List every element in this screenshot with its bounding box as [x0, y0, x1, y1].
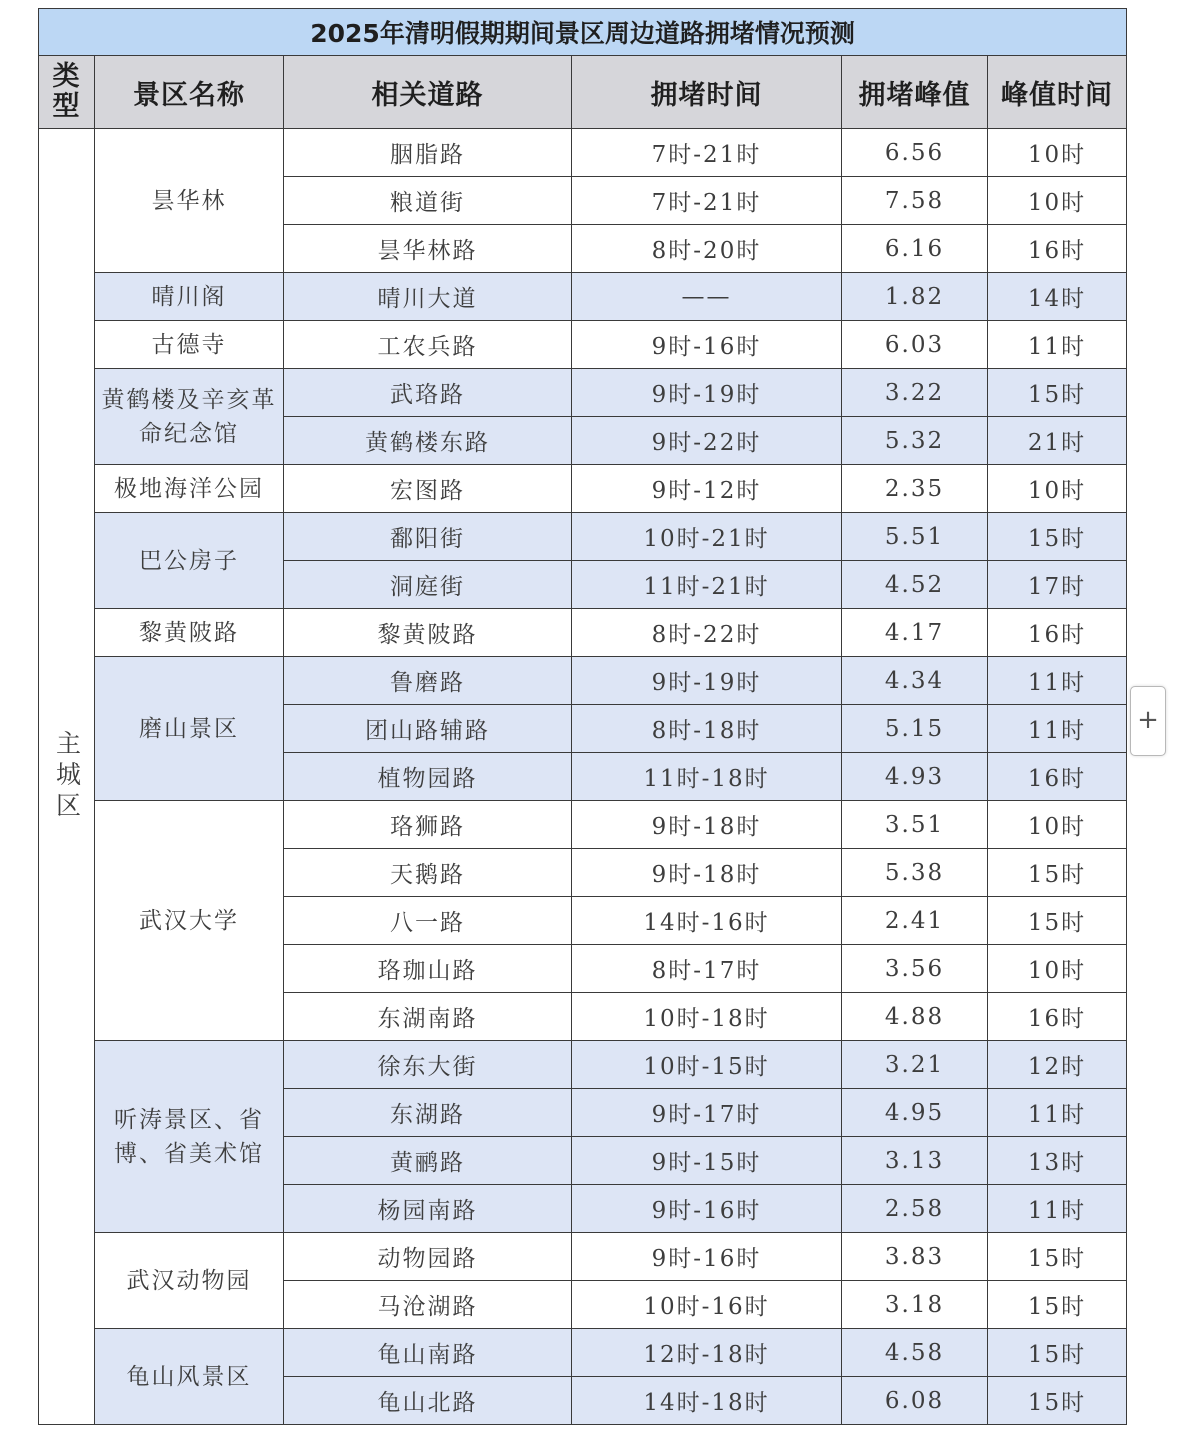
- peak-value-cell: 4.93: [842, 753, 988, 801]
- road-cell: 龟山北路: [284, 1377, 572, 1425]
- scenic-spot-cell: 古德寺: [95, 321, 284, 369]
- peak-value-cell: 6.03: [842, 321, 988, 369]
- peak-value-cell: 3.56: [842, 945, 988, 993]
- peak-value-cell: 4.58: [842, 1329, 988, 1377]
- peak-value-cell: 3.51: [842, 801, 988, 849]
- congestion-time-cell: 9时-19时: [572, 369, 842, 417]
- scenic-spot-cell: 龟山风景区: [95, 1329, 284, 1425]
- peak-value-cell: 4.88: [842, 993, 988, 1041]
- peak-time-cell: 15时: [988, 1377, 1127, 1425]
- congestion-time-cell: 9时-12时: [572, 465, 842, 513]
- peak-value-cell: 5.51: [842, 513, 988, 561]
- scenic-spot-cell: 巴公房子: [95, 513, 284, 609]
- congestion-time-cell: 7时-21时: [572, 177, 842, 225]
- peak-time-cell: 14时: [988, 273, 1127, 321]
- peak-time-cell: 15时: [988, 897, 1127, 945]
- peak-value-cell: 4.95: [842, 1089, 988, 1137]
- road-cell: 黄鹤楼东路: [284, 417, 572, 465]
- road-cell: 珞珈山路: [284, 945, 572, 993]
- peak-time-cell: 13时: [988, 1137, 1127, 1185]
- scenic-spot-cell: 武汉动物园: [95, 1233, 284, 1329]
- congestion-time-cell: 12时-18时: [572, 1329, 842, 1377]
- congestion-time-cell: 9时-16时: [572, 321, 842, 369]
- peak-time-cell: 11时: [988, 1185, 1127, 1233]
- table-row: [39, 1329, 1127, 1377]
- road-cell: 鲁磨路: [284, 657, 572, 705]
- peak-value-cell: 3.22: [842, 369, 988, 417]
- peak-time-cell: 10时: [988, 465, 1127, 513]
- peak-time-cell: 10时: [988, 945, 1127, 993]
- road-cell: 马沧湖路: [284, 1281, 572, 1329]
- peak-time-cell: 16时: [988, 225, 1127, 273]
- road-cell: 动物园路: [284, 1233, 572, 1281]
- congestion-time-cell: 14时-16时: [572, 897, 842, 945]
- peak-time-cell: 12时: [988, 1041, 1127, 1089]
- peak-time-cell: 16时: [988, 609, 1127, 657]
- scenic-spot-cell: 黎黄陂路: [95, 609, 284, 657]
- congestion-time-cell: 10时-15时: [572, 1041, 842, 1089]
- congestion-time-cell: 10时-18时: [572, 993, 842, 1041]
- table-row: [39, 1041, 1127, 1089]
- congestion-time-cell: 9时-15时: [572, 1137, 842, 1185]
- peak-time-cell: 11时: [988, 1089, 1127, 1137]
- peak-time-cell: 11时: [988, 321, 1127, 369]
- road-cell: 粮道街: [284, 177, 572, 225]
- table-title: 2025年清明假期期间景区周边道路拥堵情况预测: [39, 9, 1127, 56]
- peak-value-cell: 4.17: [842, 609, 988, 657]
- road-cell: 黎黄陂路: [284, 609, 572, 657]
- peak-time-cell: 16时: [988, 993, 1127, 1041]
- road-cell: 东湖南路: [284, 993, 572, 1041]
- peak-time-cell: 15时: [988, 1329, 1127, 1377]
- peak-value-cell: 3.13: [842, 1137, 988, 1185]
- road-cell: 徐东大街: [284, 1041, 572, 1089]
- road-cell: 黄鹂路: [284, 1137, 572, 1185]
- peak-value-cell: 6.56: [842, 129, 988, 177]
- peak-value-cell: 2.58: [842, 1185, 988, 1233]
- congestion-time-cell: 8时-20时: [572, 225, 842, 273]
- road-cell: 工农兵路: [284, 321, 572, 369]
- road-cell: 八一路: [284, 897, 572, 945]
- region-cell: 主城区: [39, 129, 95, 1425]
- header-road: 相关道路: [284, 56, 572, 129]
- table-body: [39, 129, 1127, 1425]
- road-cell: 杨园南路: [284, 1185, 572, 1233]
- road-cell: 晴川大道: [284, 273, 572, 321]
- peak-value-cell: 6.08: [842, 1377, 988, 1425]
- peak-time-cell: 15时: [988, 369, 1127, 417]
- peak-value-cell: 5.38: [842, 849, 988, 897]
- road-cell: 洞庭街: [284, 561, 572, 609]
- peak-value-cell: 6.16: [842, 225, 988, 273]
- scenic-spot-cell: 黄鹤楼及辛亥革命纪念馆: [95, 369, 284, 465]
- table-row: [39, 609, 1127, 657]
- peak-value-cell: 3.18: [842, 1281, 988, 1329]
- table-row: [39, 465, 1127, 513]
- table-row: [39, 273, 1127, 321]
- peak-value-cell: 4.52: [842, 561, 988, 609]
- table-row: [39, 129, 1127, 177]
- peak-time-cell: 15时: [988, 849, 1127, 897]
- peak-time-cell: 11时: [988, 657, 1127, 705]
- table-row: [39, 1233, 1127, 1281]
- road-cell: 植物园路: [284, 753, 572, 801]
- scenic-spot-cell: 晴川阁: [95, 273, 284, 321]
- scenic-spot-cell: 听涛景区、省博、省美术馆: [95, 1041, 284, 1233]
- congestion-time-cell: 8时-17时: [572, 945, 842, 993]
- peak-time-cell: 17时: [988, 561, 1127, 609]
- peak-value-cell: 5.15: [842, 705, 988, 753]
- congestion-time-cell: 14时-18时: [572, 1377, 842, 1425]
- header-peak-value: 拥堵峰值: [842, 56, 988, 129]
- road-cell: 宏图路: [284, 465, 572, 513]
- road-cell: 武珞路: [284, 369, 572, 417]
- road-cell: 珞狮路: [284, 801, 572, 849]
- congestion-time-cell: 9时-16时: [572, 1233, 842, 1281]
- peak-time-cell: 11时: [988, 705, 1127, 753]
- congestion-time-cell: 8时-22时: [572, 609, 842, 657]
- expand-button[interactable]: +: [1130, 686, 1166, 756]
- peak-value-cell: 4.34: [842, 657, 988, 705]
- congestion-time-cell: 10时-16时: [572, 1281, 842, 1329]
- scenic-spot-cell: 武汉大学: [95, 801, 284, 1041]
- congestion-time-cell: 11时-21时: [572, 561, 842, 609]
- road-cell: 团山路辅路: [284, 705, 572, 753]
- scenic-spot-cell: 极地海洋公园: [95, 465, 284, 513]
- peak-time-cell: 10时: [988, 801, 1127, 849]
- congestion-table-container: [38, 8, 1126, 1425]
- congestion-time-cell: 9时-19时: [572, 657, 842, 705]
- table-row: [39, 321, 1127, 369]
- road-cell: 鄱阳街: [284, 513, 572, 561]
- table-row: [39, 657, 1127, 705]
- peak-time-cell: 15时: [988, 513, 1127, 561]
- peak-time-cell: 16时: [988, 753, 1127, 801]
- congestion-time-cell: 9时-18时: [572, 849, 842, 897]
- congestion-time-cell: 9时-18时: [572, 801, 842, 849]
- peak-value-cell: 5.32: [842, 417, 988, 465]
- peak-value-cell: 2.41: [842, 897, 988, 945]
- peak-value-cell: 2.35: [842, 465, 988, 513]
- table-row: [39, 513, 1127, 561]
- scenic-spot-cell: 昙华林: [95, 129, 284, 273]
- table-row: [39, 801, 1127, 849]
- congestion-time-cell: 11时-18时: [572, 753, 842, 801]
- congestion-time-cell: ——: [572, 273, 842, 321]
- header-peak-time: 峰值时间: [988, 56, 1127, 129]
- congestion-time-cell: 9时-16时: [572, 1185, 842, 1233]
- peak-value-cell: 7.58: [842, 177, 988, 225]
- scenic-spot-cell: 磨山景区: [95, 657, 284, 801]
- header-scenic-spot: 景区名称: [95, 56, 284, 129]
- road-cell: 天鹅路: [284, 849, 572, 897]
- peak-time-cell: 15时: [988, 1281, 1127, 1329]
- congestion-table: [38, 8, 1127, 1425]
- peak-value-cell: 3.83: [842, 1233, 988, 1281]
- table-row: [39, 369, 1127, 417]
- congestion-time-cell: 7时-21时: [572, 129, 842, 177]
- header-type: 类型: [39, 56, 95, 129]
- road-cell: 昙华林路: [284, 225, 572, 273]
- header-congestion-time: 拥堵时间: [572, 56, 842, 129]
- peak-value-cell: 1.82: [842, 273, 988, 321]
- congestion-time-cell: 9时-17时: [572, 1089, 842, 1137]
- road-cell: 胭脂路: [284, 129, 572, 177]
- road-cell: 龟山南路: [284, 1329, 572, 1377]
- peak-time-cell: 10时: [988, 177, 1127, 225]
- congestion-time-cell: 9时-22时: [572, 417, 842, 465]
- road-cell: 东湖路: [284, 1089, 572, 1137]
- peak-time-cell: 10时: [988, 129, 1127, 177]
- congestion-time-cell: 10时-21时: [572, 513, 842, 561]
- congestion-time-cell: 8时-18时: [572, 705, 842, 753]
- peak-time-cell: 21时: [988, 417, 1127, 465]
- peak-value-cell: 3.21: [842, 1041, 988, 1089]
- peak-time-cell: 15时: [988, 1233, 1127, 1281]
